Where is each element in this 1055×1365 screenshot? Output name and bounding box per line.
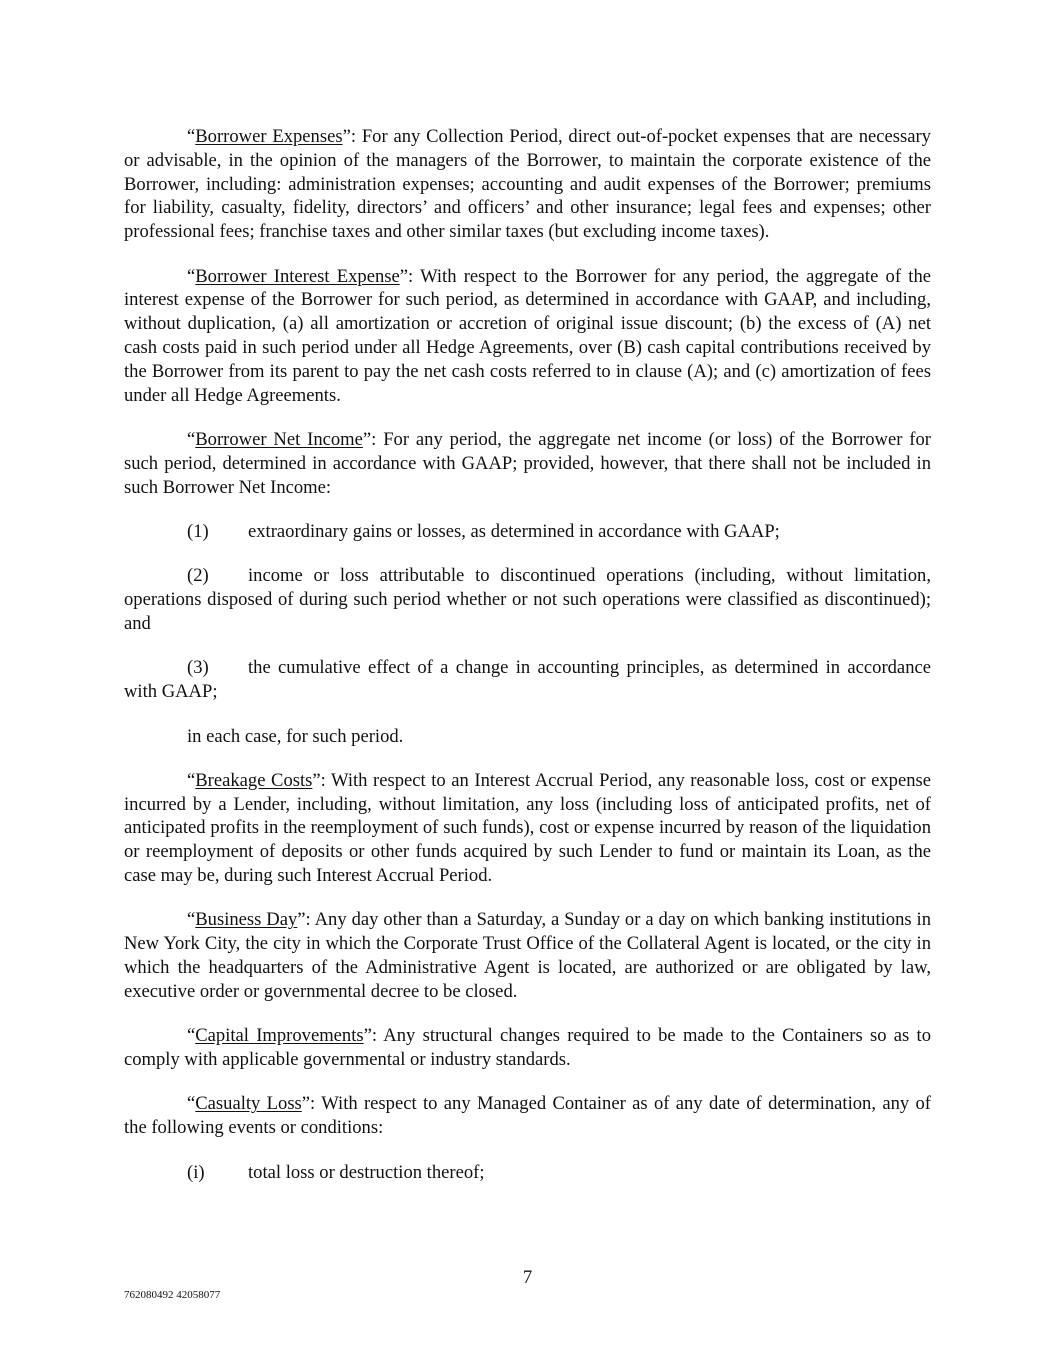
open-quote: “ [187,428,196,450]
definition-text: Any day other than a Saturday, a Sunday or a day on which banking institutions in New York City, the city in which the Corporate Trust Office of the Collateral Agent is located, or the city in which the headquarters of the Administrative Agent is located, are authorized or are obligated by law, executive order or governmental decree to be closed. [124,909,932,1002]
page-number: 7 [522,1267,533,1288]
item-text: total loss or destruction thereof; [248,1161,485,1183]
item-text: extraordinary gains or losses, as determined in accordance with GAAP; [248,520,780,542]
definition-borrower-net-income [124,428,931,499]
definition-casualty-loss [124,1092,931,1140]
defined-term: Breakage Costs [195,769,313,791]
item-text: income or loss attributable to discontinued operations (including, without limitation, operations disposed of during such period whether or not such operations were classified as discontinued); and [124,565,931,634]
open-quote: “ [187,1093,196,1115]
definition-text: With respect to the Borrower for any period, the aggregate of the interest expense of the Borrower for such period, as determined in accordance with GAAP, and including, without duplication, (a) all amortization or accretion of original issue discount; (b) the excess of (A) net cash costs paid in such period under all Hedge Agreements, over (B) cash capital contributions received by the Borrower from its parent to pay the net cash costs referred to in clause (A); and (c) amortization of fees under all Hedge Agreements. [124,265,931,406]
item-number: (2) [187,565,209,587]
defined-term: Borrower Interest Expense [195,265,400,287]
defined-term: Borrower Net Income [195,428,363,450]
definition-text: For any period, the aggregate net income (or loss) of the Borrower for such period, determined in accordance with GAAP; provided, however, that there shall not be included in such Borrower Net Income: [124,428,931,498]
definition-breakage-costs [124,769,931,888]
list-tail-text: in each case, for such period. [187,725,404,747]
list-item [124,564,931,635]
close-quote: ”: [363,1025,384,1047]
defined-term: Business Day [195,909,298,931]
document-id: 762080492 42058077 [124,1289,221,1301]
item-number: (1) [187,520,209,542]
definition-text: With respect to any Managed Container as of any date of determination, any of the following events or conditions: [124,1093,931,1139]
document-body [124,125,931,1205]
defined-term: Casualty Loss [195,1093,302,1115]
list-item [124,520,931,544]
close-quote: ”: [312,769,332,791]
definition-business-day [124,908,931,1003]
close-quote: ”: [362,428,384,450]
definition-borrower-interest-expense [124,265,931,408]
close-quote: ”: [297,909,315,931]
item-number: (i) [187,1161,205,1183]
definition-capital-improvements [124,1024,931,1072]
open-quote: “ [187,769,196,791]
definition-text: With respect to an Interest Accrual Period, any reasonable loss, cost or expense incurred by a Lender, including, without limitation, any loss (including loss of anticipated profits, net of anticipated profits in the reemployment of such funds), cost or expense incurred by reason of the liquidation or reemployment of deposits or other funds acquired by such Lender to fund or maintain its Loan, as the case may be, during such Interest Accrual Period. [124,769,931,887]
open-quote: “ [187,909,196,931]
definition-borrower-expenses [124,125,931,244]
open-quote: “ [187,1025,196,1047]
close-quote: ”: [301,1093,322,1115]
open-quote: “ [187,265,196,287]
definition-text: Any structural changes required to be made to the Containers so as to comply with applicable governmental or industry standards. [124,1025,931,1071]
close-quote: ”: [399,265,421,287]
close-quote: ”: [342,126,362,147]
item-text: the cumulative effect of a change in accounting principles, as determined in accordance with GAAP; [124,657,931,703]
definition-text: For any Collection Period, direct out-of-pocket expenses that are necessary or advisable, in the opinion of the managers of the Borrower, to maintain the corporate existence of the Borrower, including: administration expenses; accounting and audit expenses of the Borrower; premiums for liability, casualty, fidelity, directors’ and officers’ and other insurance; legal fees and expenses; other professional fees; franchise taxes and other similar taxes (but excluding income taxes). [124,126,931,243]
defined-term: Capital Improvements [195,1025,364,1047]
list-item [124,1161,931,1185]
list-item [124,656,931,704]
open-quote: “ [187,126,196,147]
item-number: (3) [187,657,209,679]
defined-term: Borrower Expenses [195,126,343,147]
